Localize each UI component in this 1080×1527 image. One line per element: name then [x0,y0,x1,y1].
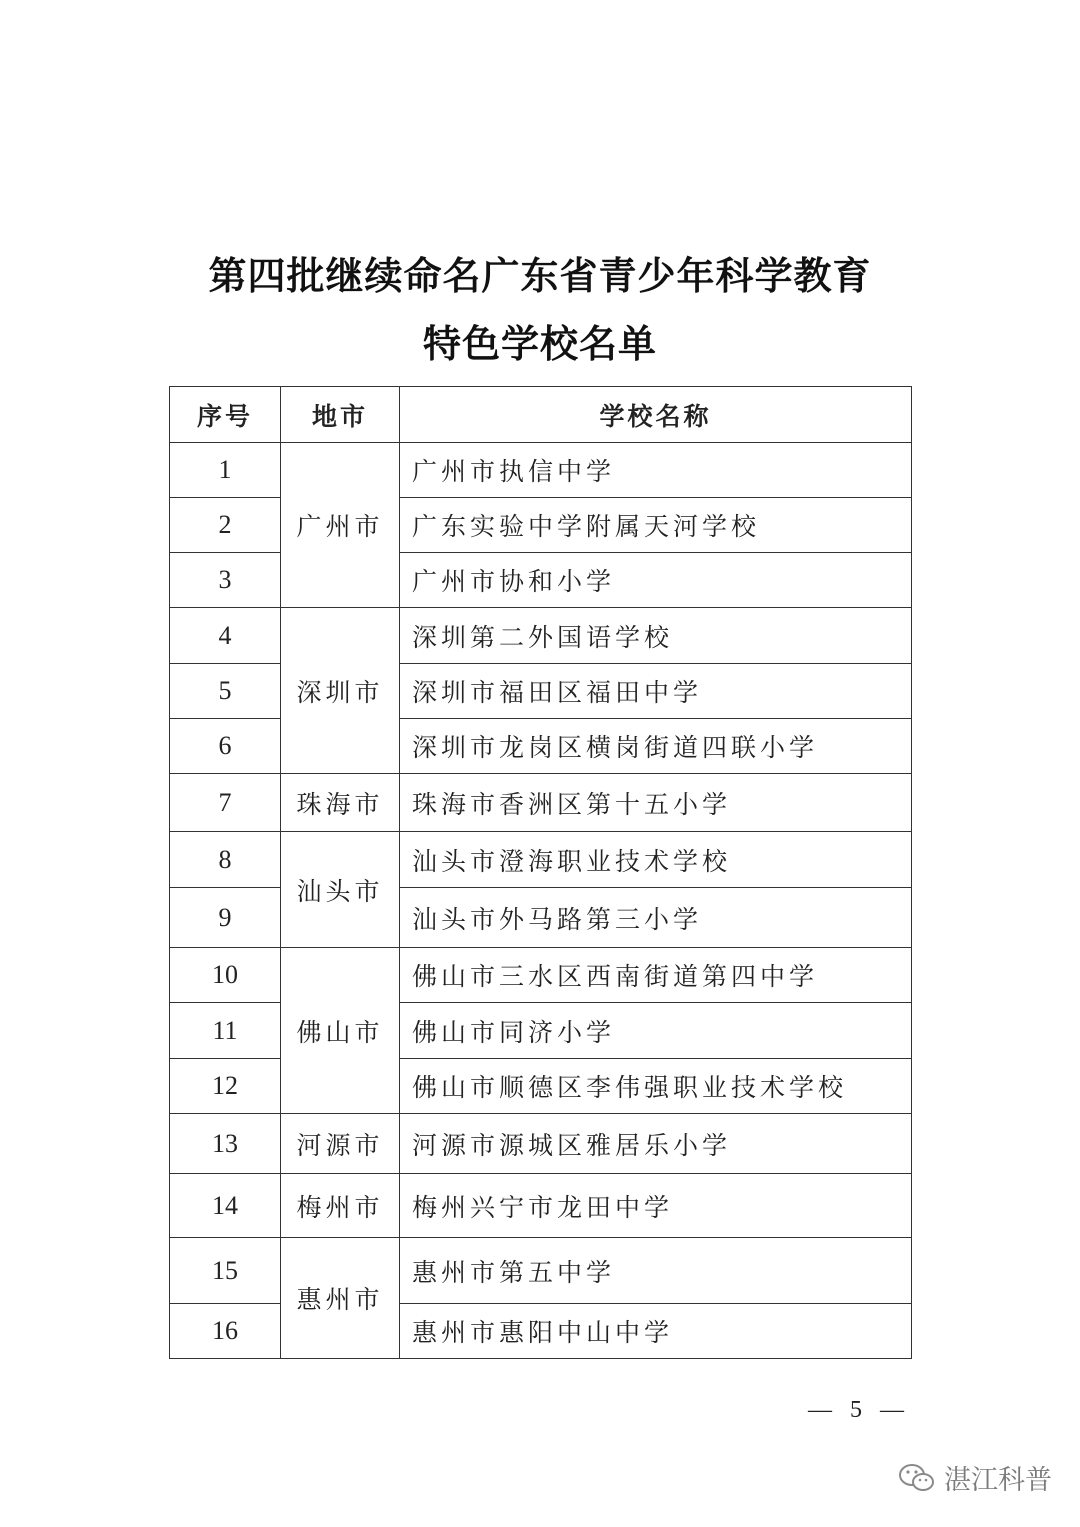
row-index: 11 [170,1003,281,1059]
header-school-name: 学校名称 [400,387,912,443]
table-row [170,1114,912,1174]
wechat-icon [898,1462,936,1494]
header-index: 序号 [170,387,281,443]
table-row [170,608,912,664]
table-row [170,832,912,888]
row-school-name: 佛山市顺德区李伟强职业技术学校 [400,1059,912,1114]
table-row [170,1174,912,1238]
row-school-name: 惠州市惠阳中山中学 [400,1304,912,1359]
row-school-name: 广州市协和小学 [400,553,912,608]
row-index: 5 [170,664,281,719]
row-index: 13 [170,1114,281,1174]
row-index: 6 [170,719,281,774]
row-index: 14 [170,1174,281,1238]
row-index: 15 [170,1238,281,1304]
row-index: 4 [170,608,281,664]
row-city: 佛山市 [281,948,400,1114]
table-header-row [170,387,912,443]
table-row [170,1238,912,1304]
watermark [898,1458,1052,1497]
row-index: 16 [170,1304,281,1359]
row-city: 珠海市 [281,774,400,832]
row-city: 深圳市 [281,608,400,774]
row-index: 12 [170,1059,281,1114]
document-title-line-2: 特色学校名单 [422,321,657,366]
row-city: 广州市 [281,443,400,608]
row-school-name: 河源市源城区雅居乐小学 [400,1114,912,1174]
row-index: 9 [170,888,281,948]
row-school-name: 广东实验中学附属天河学校 [400,498,912,553]
table-row [170,948,912,1003]
row-school-name: 深圳市福田区福田中学 [400,664,912,719]
row-school-name: 梅州兴宁市龙田中学 [400,1174,912,1238]
row-city: 惠州市 [281,1238,400,1359]
row-school-name: 深圳市龙岗区横岗街道四联小学 [400,719,912,774]
document-title-line-1: 第四批继续命名广东省青少年科学教育 [208,253,872,298]
page-number: — 5 — [808,1397,910,1423]
row-index: 3 [170,553,281,608]
row-school-name: 汕头市外马路第三小学 [400,888,912,948]
header-city: 地市 [281,387,400,443]
row-city: 梅州市 [281,1174,400,1238]
row-school-name: 珠海市香洲区第十五小学 [400,774,912,832]
row-index: 10 [170,948,281,1003]
table-row [170,443,912,498]
row-index: 7 [170,774,281,832]
row-city: 汕头市 [281,832,400,948]
row-school-name: 深圳第二外国语学校 [400,608,912,664]
row-index: 8 [170,832,281,888]
row-school-name: 佛山市三水区西南街道第四中学 [400,948,912,1003]
row-city: 河源市 [281,1114,400,1174]
row-index: 1 [170,443,281,498]
row-school-name: 汕头市澄海职业技术学校 [400,832,912,888]
school-roster-table [169,386,912,1359]
row-school-name: 广州市执信中学 [400,443,912,498]
row-index: 2 [170,498,281,553]
row-school-name: 佛山市同济小学 [400,1003,912,1059]
watermark-text: 湛江科普 [944,1465,1052,1496]
table-row [170,774,912,832]
row-school-name: 惠州市第五中学 [400,1238,912,1304]
